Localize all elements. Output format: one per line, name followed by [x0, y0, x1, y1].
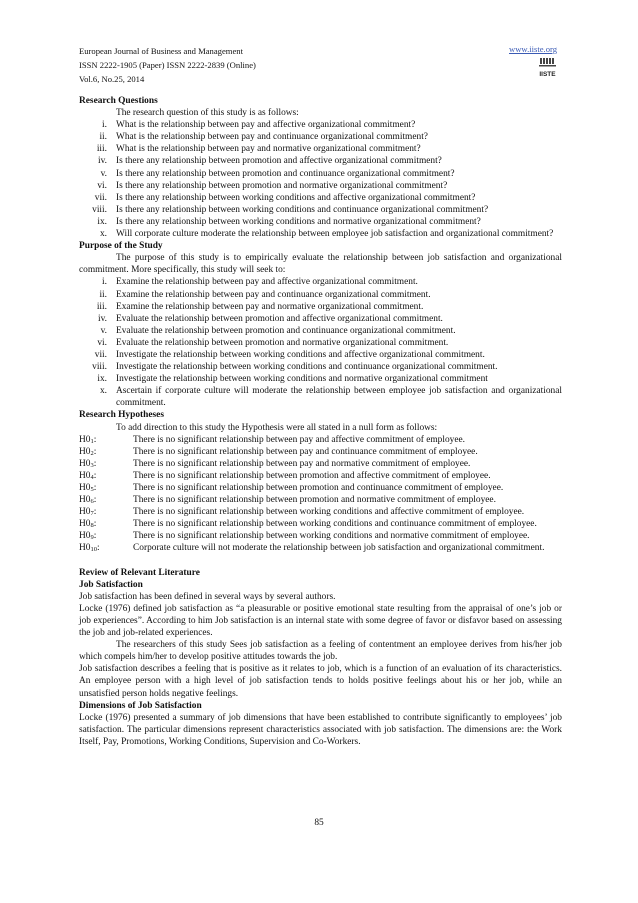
- purpose-item-text: Ascertain if corporate culture will moderate the relationship between employee job satisfaction and organizational commitment.: [116, 386, 562, 409]
- research-question-item-text: Is there any relationship between promotion and continuance organizational commitment?: [116, 168, 455, 179]
- hypotheses-intro: To add direction to this study the Hypothesis were all stated in a null form as follows:: [116, 422, 438, 433]
- research-question-item-number: iv.: [97, 156, 107, 167]
- svg-text:IISTE: IISTE: [539, 71, 556, 78]
- paragraph-dimensions: Locke (1976) presented a summary of job dimensions that have been established to contribute significantly to employees’ job satisfaction. The particular dimensions represent characteristics associated with job satisfaction. The dimensions are: the Work Itself, Pay, Promotions, Working Conditions, Supervision and Co-Workers.: [79, 712, 562, 747]
- purpose-item-text: Examine the relationship between pay and affective organizational commitment.: [116, 277, 418, 288]
- purpose-intro: The purpose of this study is to empirically evaluate the relationship between job satisfaction and organizational commitment. More specifically, this study will seek to:: [79, 253, 562, 276]
- paragraph-feeling: Job satisfaction describes a feeling that is positive as it relates to job, which is a function of an evaluation of its characteristics. An employee person with a high level of job satisfaction tends to holds positive feelings about his or her job, while an unsatisfied person holds negative feelings.: [79, 664, 562, 699]
- hypothesis-text: There is no significant relationship between pay and normative commitment of employee.: [133, 458, 471, 469]
- research-question-item-number: vi.: [97, 180, 107, 191]
- research-question-item-text: Is there any relationship between working conditions and affective organizational commitment?: [116, 192, 476, 203]
- purpose-item: [79, 301, 562, 313]
- research-question-item: [79, 228, 562, 240]
- research-question-item: [79, 192, 562, 204]
- dimensions-subheading: Dimensions of Job Satisfaction: [79, 700, 202, 711]
- paragraph-definitions: Job satisfaction has been defined in several ways by several authors.: [79, 591, 336, 602]
- purpose-item-number: viii.: [92, 362, 107, 373]
- hypotheses-heading: Research Hypotheses: [79, 410, 164, 421]
- research-question-item-text: What is the relationship between pay and affective organizational commitment?: [116, 120, 416, 131]
- purpose-item: [79, 289, 562, 301]
- purpose-item-number: ii.: [99, 289, 107, 300]
- research-question-item-text: Is there any relationship between promotion and normative organizational commitment?: [116, 180, 448, 191]
- journal-name: European Journal of Business and Management: [79, 46, 243, 56]
- research-question-item: [79, 155, 562, 167]
- paragraph-locke-definition: Locke (1976) defined job satisfaction as “a pleasurable or positive emotional state resulting from the appraisal of one’s job or job experiences”. According to him Job satisfaction is an internal state with some degree of favor or disfavor based on assessing the job and job-related experiences.: [79, 603, 562, 639]
- research-question-item-number: ix.: [97, 216, 107, 227]
- research-questions-list: [79, 119, 562, 240]
- purpose-item: [79, 385, 562, 409]
- research-question-item-text: Is there any relationship between working conditions and continuance organizational commitment?: [116, 204, 489, 215]
- hypothesis-text: There is no significant relationship between pay and affective commitment of employee.: [133, 434, 466, 445]
- research-question-item-text: Will corporate culture moderate the relationship between employee job satisfaction and organizational commitment?: [116, 229, 554, 240]
- running-header: [79, 44, 256, 87]
- research-question-item-text: What is the relationship between pay and normative organizational commitment?: [116, 144, 421, 155]
- hypothesis-text: There is no significant relationship between working conditions and normative commitment of employee.: [133, 531, 530, 542]
- research-question-item-text: Is there any relationship between promotion and affective organizational commitment?: [116, 156, 442, 167]
- hypothesis-item: [79, 458, 562, 470]
- purpose-item-text: Evaluate the relationship between promotion and continuance organizational commitment.: [116, 325, 456, 336]
- purpose-item-number: iv.: [97, 313, 107, 324]
- hypothesis-text: There is no significant relationship between promotion and continuance commitment of employee.: [133, 483, 504, 493]
- iiste-logo-icon: [538, 56, 557, 82]
- paragraph-researchers-view: The researchers of this study Sees job satisfaction as a feeling of contentment an employee derives from his/her job which compels him/her to develop positive attitudes towards the job.: [79, 640, 562, 663]
- research-question-item: [79, 143, 562, 155]
- hypothesis-label: $H0_5$:: [79, 483, 97, 493]
- hypothesis-item: [79, 434, 562, 446]
- research-question-item-number: i.: [102, 120, 107, 131]
- purpose-item-text: Investigate the relationship between working conditions and continuance organizational commitment.: [116, 362, 498, 373]
- hypothesis-label: $H0_6$:: [79, 495, 97, 506]
- hypothesis-item: [79, 482, 562, 494]
- hypothesis-label: $H0_4$:: [79, 470, 97, 481]
- purpose-item: [79, 361, 562, 373]
- purpose-item-number: ix.: [97, 374, 107, 385]
- hypothesis-text: Corporate culture will not moderate the relationship between job satisfaction and organizational commitment.: [133, 543, 545, 554]
- purpose-heading: Purpose of the Study: [79, 241, 163, 252]
- research-question-item-number: vii.: [94, 192, 107, 203]
- purpose-list: [79, 276, 562, 409]
- hypotheses-list: [79, 434, 562, 555]
- purpose-item-number: i.: [102, 277, 107, 288]
- hypothesis-item: [79, 506, 562, 518]
- hypothesis-item: [79, 470, 562, 482]
- hypothesis-text: There is no significant relationship between promotion and normative commitment of employee.: [133, 495, 496, 506]
- hypothesis-item: [79, 518, 562, 530]
- research-question-item: [79, 168, 562, 180]
- hypothesis-label: $H0_2$:: [79, 446, 97, 457]
- article-body: [79, 95, 562, 748]
- purpose-item-text: Investigate the relationship between working conditions and normative organizational commitment: [116, 374, 488, 385]
- literature-review-heading: Review of Relevant Literature: [79, 567, 200, 578]
- purpose-item: [79, 373, 562, 385]
- research-question-item: [79, 119, 562, 131]
- hypothesis-label: $H0_{10}$:: [79, 543, 100, 554]
- research-question-item-number: v.: [100, 168, 107, 179]
- purpose-item-number: v.: [100, 325, 107, 336]
- research-question-item: [79, 131, 562, 143]
- hypothesis-label: $H0_7$:: [79, 507, 97, 518]
- purpose-item-number: x.: [99, 386, 107, 397]
- research-question-item: [79, 204, 562, 216]
- purpose-item-text: Examine the relationship between pay and normative organizational commitment.: [116, 301, 424, 312]
- hypothesis-item: [79, 542, 562, 554]
- hypothesis-item: [79, 530, 562, 542]
- purpose-item-text: Evaluate the relationship between promotion and normative organizational commitment.: [116, 337, 449, 348]
- research-question-item: [79, 180, 562, 192]
- purpose-item-number: vii.: [94, 349, 107, 360]
- volume-line: Vol.6, No.25, 2014: [79, 74, 145, 85]
- hypothesis-text: There is no significant relationship between working conditions and continuance commitment of employee.: [133, 519, 537, 530]
- research-question-item-number: iii.: [96, 144, 107, 155]
- hypothesis-label: $H0_9$:: [79, 531, 97, 542]
- purpose-item-text: Evaluate the relationship between promotion and affective organizational commitment.: [116, 313, 443, 324]
- hypothesis-item: [79, 446, 562, 458]
- purpose-item: [79, 349, 562, 361]
- purpose-item-number: vi.: [97, 337, 107, 348]
- research-questions-heading: Research Questions: [79, 96, 158, 106]
- hypothesis-label: $H0_8$:: [79, 519, 97, 530]
- hypothesis-text: There is no significant relationship between working conditions and affective commitment of employee.: [133, 507, 525, 518]
- research-questions-intro: The research question of this study is as follows:: [116, 108, 299, 119]
- research-question-item-number: viii.: [92, 204, 107, 215]
- page-number: 85: [314, 818, 324, 828]
- purpose-item-text: Investigate the relationship between working conditions and affective organizational commitment.: [116, 349, 485, 360]
- purpose-item-text: Examine the relationship between pay and continuance organizational commitment.: [116, 289, 431, 300]
- purpose-item-number: iii.: [96, 301, 107, 312]
- research-question-item-text: What is the relationship between pay and continuance organizational commitment?: [116, 132, 428, 143]
- hypothesis-text: There is no significant relationship between promotion and affective commitment of employee.: [133, 470, 491, 481]
- hypothesis-item: [79, 494, 562, 506]
- issn-line: ISSN 2222-1905 (Paper) ISSN 2222-2839 (Online): [79, 60, 256, 71]
- research-question-item: [79, 216, 562, 228]
- research-question-item-text: Is there any relationship between working conditions and normative organizational commitment?: [116, 216, 481, 227]
- journal-url-link[interactable]: www.iiste.org: [509, 44, 557, 54]
- purpose-item: [79, 337, 562, 349]
- purpose-item: [79, 313, 562, 325]
- hypothesis-label: $H0_1$:: [79, 434, 97, 445]
- purpose-item: [79, 325, 562, 337]
- hypothesis-label: $H0_3$:: [79, 458, 97, 469]
- job-satisfaction-subheading: Job Satisfaction: [79, 579, 143, 590]
- research-question-item-number: x.: [99, 229, 107, 240]
- hypothesis-text: There is no significant relationship between pay and continuance commitment of employee.: [133, 446, 478, 457]
- research-question-item-number: ii.: [99, 132, 107, 143]
- purpose-item: [79, 276, 562, 288]
